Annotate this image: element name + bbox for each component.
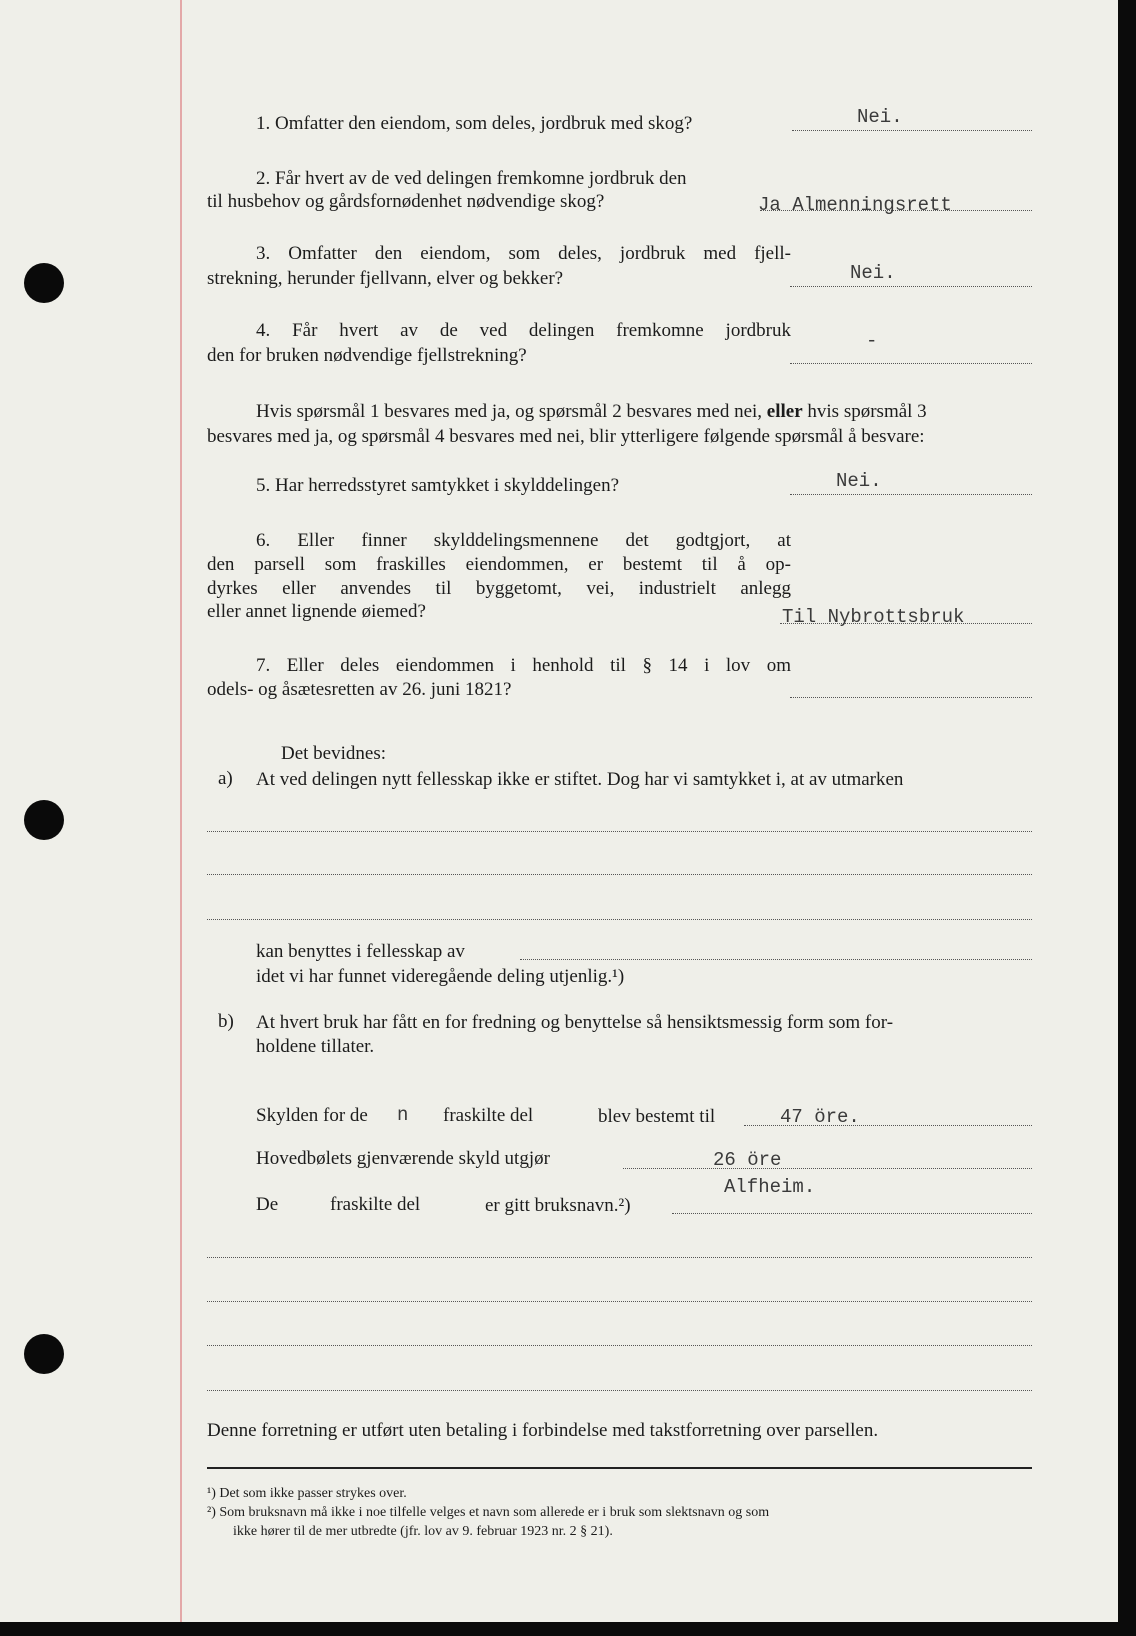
answer-line-7 (790, 697, 1032, 698)
answer-line-5 (790, 494, 1032, 495)
question-6-line-4: eller annet lignende øiemed? (207, 601, 426, 622)
question-7-line-2: odels- og åsætesretten av 26. juni 1821? (207, 679, 512, 700)
answer-line-1 (792, 130, 1032, 131)
answer-1[interactable]: Nei. (857, 106, 903, 128)
blank-line (207, 874, 1032, 875)
footnote-1: ¹) Det som ikke passer strykes over. (207, 1486, 407, 1501)
bruksnavn-label-3: er gitt bruksnavn.²) (485, 1195, 631, 1216)
certification-heading: Det bevidnes: (281, 743, 387, 764)
question-6-line-1: 6. Eller finner skylddelingsmennene det godtgjort, at (256, 530, 791, 551)
answer-line-bruksnavn (672, 1213, 1032, 1214)
item-a-line-3: idet vi har funnet videregående deling utjenlig.¹) (256, 966, 625, 987)
item-b-line-1: At hvert bruk har fått en for fredning og benyttelse så hensiktsmessig form som for- (256, 1012, 894, 1033)
punch-hole (24, 263, 64, 303)
item-a-marker: a) (218, 768, 233, 789)
punch-hole (24, 800, 64, 840)
blank-line (207, 1345, 1032, 1346)
question-6-line-3: dyrkes eller anvendes til byggetomt, vei, industrielt anlegg (207, 578, 791, 599)
item-b-line-2: holdene tillater. (256, 1036, 375, 1057)
answer-line-hoved (623, 1168, 1032, 1169)
question-7-line-1: 7. Eller deles eiendommen i henhold til § 14 i lov om (256, 655, 791, 676)
margin-line (180, 0, 182, 1622)
item-a-line-2: kan benyttes i fellesskap av (256, 941, 465, 962)
punch-hole (24, 1334, 64, 1374)
footnote-rule (207, 1467, 1032, 1469)
skyld-handwritten-suffix[interactable]: n (397, 1104, 409, 1126)
bruksnavn-value[interactable]: Alfheim. (724, 1176, 816, 1198)
hoved-label: Hovedbølets gjenværende skyld utgjør (256, 1148, 550, 1169)
blank-line (207, 831, 1032, 832)
blank-line (207, 1257, 1032, 1258)
footnote-2-line-1: ²) Som bruksnavn må ikke i noe tilfelle velges et navn som allerede er i bruk som slektsnavn og som (207, 1505, 770, 1520)
question-4-line-2: den for bruken nødvendige fjellstrekning? (207, 345, 527, 366)
question-2-line-2: til husbehov og gårdsfornødenhet nødvendige skog? (207, 191, 605, 212)
answer-6[interactable]: Til Nybrottsbruk (782, 606, 965, 628)
closing-statement: Denne forretning er utført uten betaling i forbindelse med takstforretning over parsellen. (207, 1420, 879, 1441)
blank-line (520, 959, 1032, 960)
question-5: 5. Har herredsstyret samtykket i skylddelingen? (256, 475, 620, 496)
question-2-line-1: 2. Får hvert av de ved delingen fremkomne jordbruk den (256, 168, 687, 189)
item-a-text: At ved delingen nytt fellesskap ikke er stiftet. Dog har vi samtykket i, at av utmarken (256, 769, 904, 790)
question-6-line-2: den parsell som fraskilles eiendommen, er bestemt til å op- (207, 554, 791, 575)
bruksnavn-label-2: fraskilte del (330, 1194, 421, 1215)
blank-line (207, 919, 1032, 920)
answer-4[interactable]: - (866, 330, 878, 352)
footnote-2-line-2: ikke hører til de mer utbredte (jfr. lov av 9. februar 1923 nr. 2 § 21). (233, 1524, 613, 1539)
skyld-label: Skylden for de (256, 1105, 368, 1126)
answer-line-4 (790, 363, 1032, 364)
skyld-label-2: fraskilte del (443, 1105, 534, 1126)
skyld-label-3: blev bestemt til (598, 1106, 716, 1127)
question-3-line-1: 3. Omfatter den eiendom, som deles, jordbruk med fjell- (256, 243, 791, 264)
hoved-value[interactable]: 26 öre (713, 1149, 782, 1171)
question-1: 1. Omfatter den eiendom, som deles, jordbruk med skog? (256, 113, 693, 134)
item-b-marker: b) (218, 1011, 234, 1032)
question-4-line-1: 4. Får hvert av de ved delingen fremkomne jordbruk (256, 320, 791, 341)
skyld-value[interactable]: 47 öre. (780, 1106, 860, 1128)
blank-line (207, 1301, 1032, 1302)
question-3-line-2: strekning, herunder fjellvann, elver og bekker? (207, 268, 564, 289)
answer-line-3 (790, 286, 1032, 287)
blank-line (207, 1390, 1032, 1391)
condition-line-2: besvares med ja, og spørsmål 4 besvares med nei, blir ytterligere følgende spørsmål å besvare: (207, 426, 925, 447)
answer-3[interactable]: Nei. (850, 262, 896, 284)
condition-line-1: Hvis spørsmål 1 besvares med ja, og spørsmål 2 besvares med nei, eller hvis spørsmål 3 (256, 401, 927, 422)
bruksnavn-label: De (256, 1194, 279, 1215)
answer-2[interactable]: Ja Almenningsrett (758, 194, 952, 216)
answer-5[interactable]: Nei. (836, 470, 882, 492)
